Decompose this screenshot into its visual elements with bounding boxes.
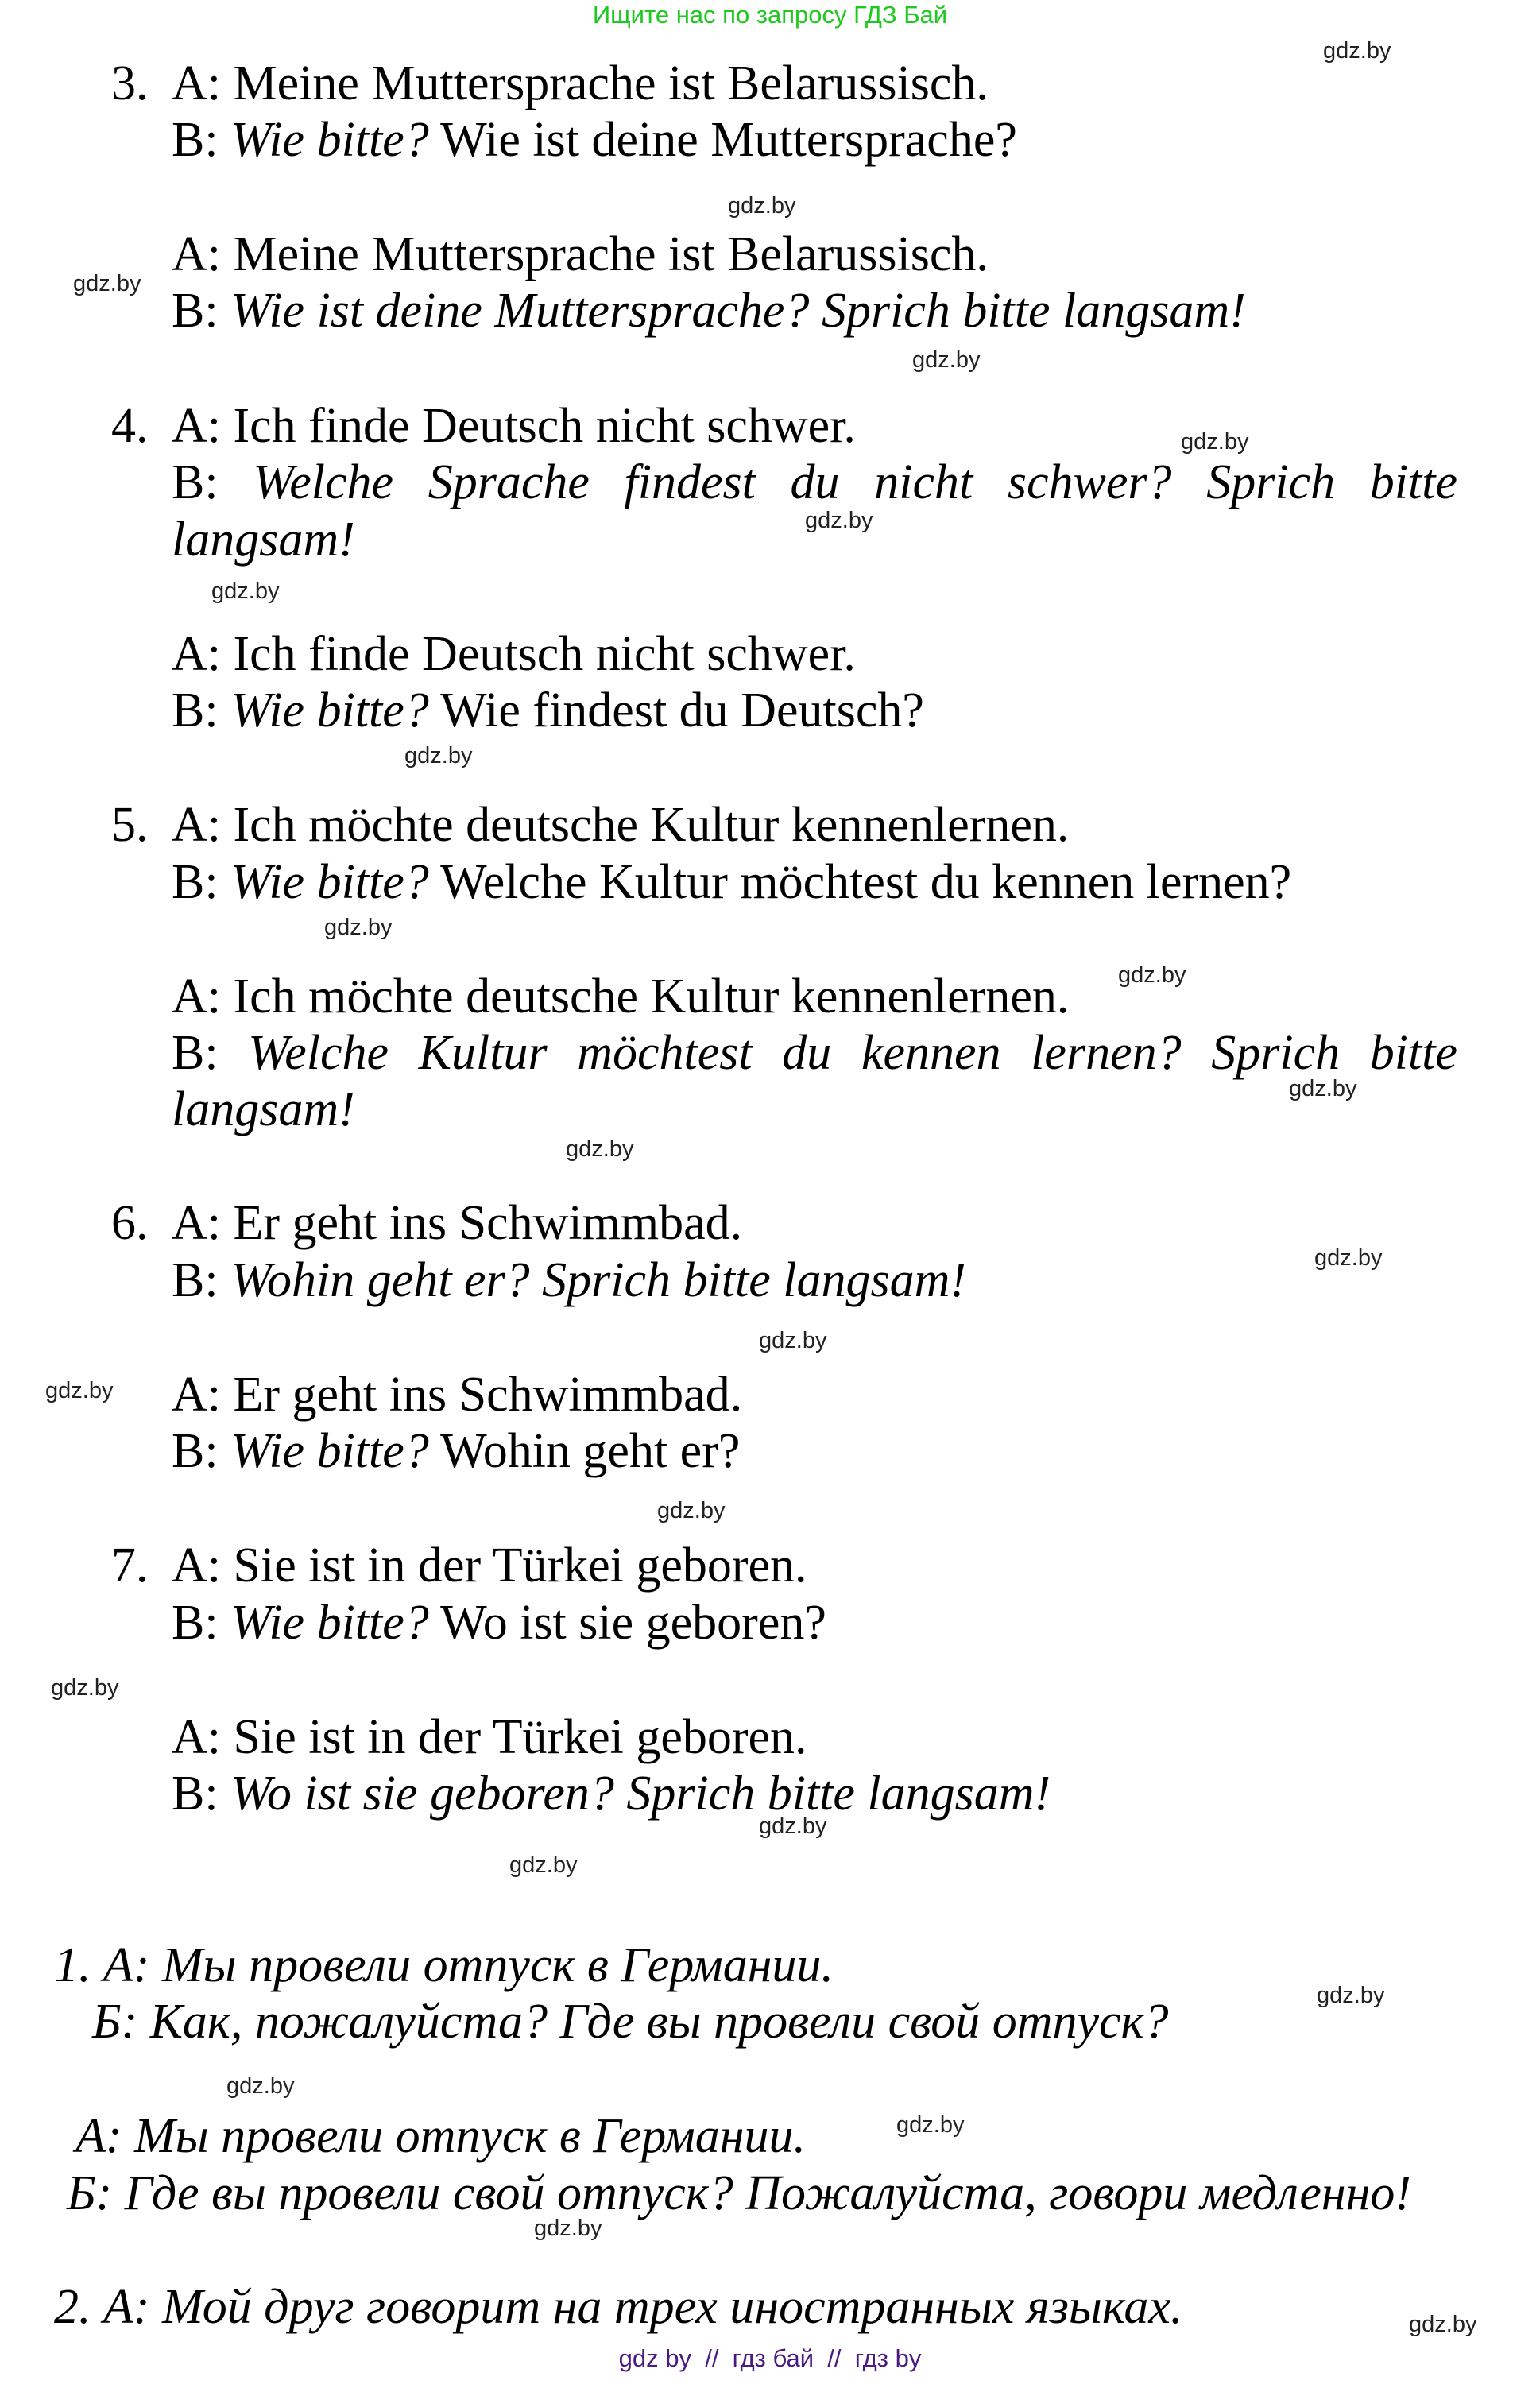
watermark: gdz.by	[1118, 962, 1186, 988]
line-b: B: Wie bitte? Welche Kultur möchtest du kennen lernen?	[172, 855, 1292, 909]
line-b: B: Wie bitte? Wie findest du Deutsch?	[172, 683, 924, 737]
line-b: B: Wie ist deine Muttersprache? Sprich bitte langsam!	[172, 284, 1246, 338]
watermark: gdz.by	[657, 1498, 726, 1523]
watermark: gdz.by	[324, 915, 393, 940]
line-b-cont: langsam!	[172, 1082, 355, 1136]
watermark: gdz.by	[404, 743, 473, 768]
line-b: Б: Где вы провели свой отпуск? Пожалуйста, говори медленно!	[67, 2166, 1412, 2220]
line-b: B: Welche Sprache findest du nicht schwer? Sprich bitte	[172, 455, 1457, 509]
watermark: gdz.by	[759, 1328, 827, 1353]
line-a: A: Ich finde Deutsch nicht schwer.	[172, 627, 856, 681]
line-a: A: Ich finde Deutsch nicht schwer.	[172, 399, 856, 453]
line-b-cont: langsam!	[172, 513, 355, 567]
line-b: B: Wo ist sie geboren? Sprich bitte langsam!	[172, 1767, 1051, 1821]
watermark: gdz.by	[45, 1378, 114, 1403]
exercise-number: 6.	[111, 1196, 149, 1250]
watermark: gdz.by	[226, 2073, 295, 2099]
exercise-number: 3.	[111, 56, 149, 110]
watermark: gdz.by	[1409, 2312, 1477, 2337]
exercise-number: 5.	[111, 798, 149, 852]
line-a: A: Meine Muttersprache ist Belarussisch.	[172, 56, 989, 110]
watermark: gdz.by	[51, 1675, 119, 1701]
exercise-number: 4.	[111, 399, 149, 453]
line-b: B: Wie bitte? Wo ist sie geboren?	[172, 1596, 826, 1650]
watermark: gdz.by	[211, 579, 280, 604]
watermark: gdz.by	[728, 193, 796, 219]
search-hint-header: Ищите нас по запросу ГДЗ Бай	[592, 1, 948, 29]
line-a: A: Sie ist in der Türkei geboren.	[172, 1710, 807, 1764]
site-footer: gdz by // гдз бай // гдз by	[618, 2344, 922, 2372]
exercise-number: 7.	[111, 1539, 149, 1593]
watermark: gdz.by	[1317, 1983, 1385, 2008]
watermark: gdz.by	[509, 1852, 578, 1878]
line-a: A: Er geht ins Schwimmbad.	[172, 1368, 743, 1422]
watermark: gdz.by	[1181, 429, 1249, 455]
line-a: 1. А: Мы провели отпуск в Германии.	[54, 1938, 834, 1992]
line-a: A: Ich möchte deutsche Kultur kennenlernen.	[172, 798, 1070, 852]
watermark: gdz.by	[534, 2216, 602, 2241]
line-a: A: Meine Muttersprache ist Belarussisch.	[172, 227, 989, 281]
line-a: А: Мы провели отпуск в Германии.	[75, 2109, 806, 2163]
line-b: B: Wohin geht er? Sprich bitte langsam!	[172, 1253, 967, 1307]
line-a: A: Ich möchte deutsche Kultur kennenlernen.	[172, 970, 1070, 1024]
watermark: gdz.by	[805, 508, 873, 533]
watermark: gdz.by	[759, 1813, 827, 1839]
watermark: gdz.by	[73, 271, 141, 296]
watermark: gdz.by	[912, 347, 981, 373]
watermark: gdz.by	[1323, 38, 1391, 64]
watermark: gdz.by	[896, 2112, 965, 2138]
watermark: gdz.by	[1289, 1076, 1357, 1101]
line-b: B: Wie bitte? Wohin geht er?	[172, 1424, 741, 1478]
line-a: 2. А: Мой друг говорит на трех иностранных языках.	[54, 2280, 1183, 2334]
watermark: gdz.by	[566, 1136, 634, 1162]
line-b: B: Welche Kultur möchtest du kennen lernen? Sprich bitte	[172, 1026, 1457, 1080]
line-a: A: Sie ist in der Türkei geboren.	[172, 1539, 807, 1593]
line-a: A: Er geht ins Schwimmbad.	[172, 1196, 743, 1250]
line-b: Б: Как, пожалуйста? Где вы провели свой отпуск?	[92, 1995, 1169, 2049]
watermark: gdz.by	[1314, 1245, 1383, 1271]
line-b: B: Wie bitte? Wie ist deine Muttersprache?	[172, 113, 1017, 167]
